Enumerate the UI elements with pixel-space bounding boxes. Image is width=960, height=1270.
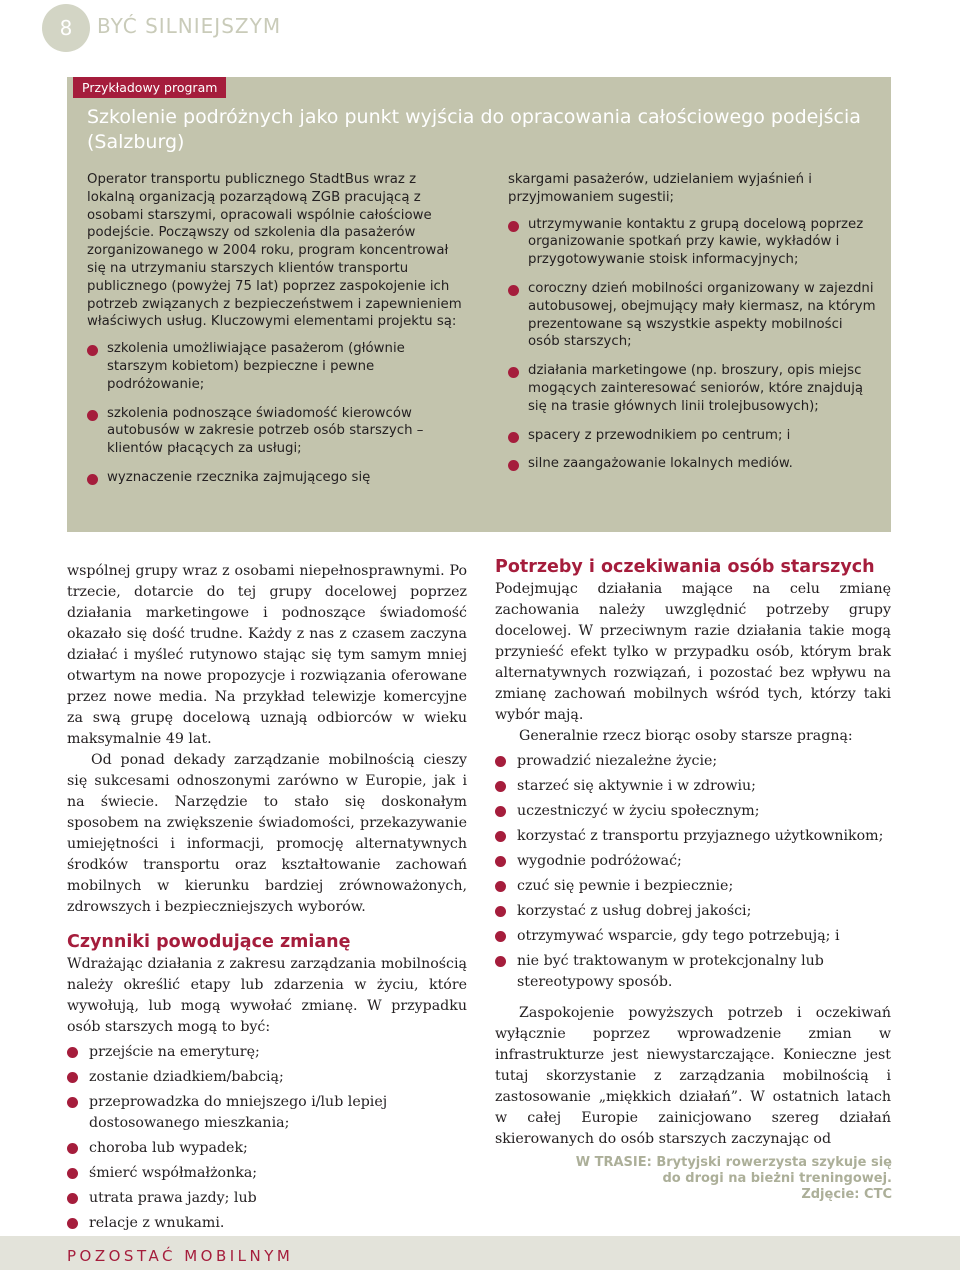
bullet-icon bbox=[508, 432, 519, 443]
bullet-icon bbox=[67, 1047, 78, 1058]
list-item: korzystać z transportu przyjaznego użytkownikom; bbox=[495, 826, 891, 847]
body-paragraph: wspólnej grupy wraz z osobami niepełnosprawnymi. Po trzecie, dotarcie do tej grupy docelowej poprzez działania marketingowe i podnoszące świadomość okazało się dość trudne. Każdy z nas z czasem zaczyna działać i myśleć rutynowo stając się tym samym mniej otwartym na nowe propozycje i rozwiązania oferowane przez nowe media. Na przykład telewizje komercyjne za swą grupę docelową uznają odbiorców w wieku maksymalnie 49 lat. bbox=[67, 563, 467, 747]
list-item: przejście na emeryturę; bbox=[67, 1042, 467, 1063]
caption-line: do drogi na bieżni treningowej. bbox=[662, 1171, 892, 1186]
section-heading: Czynniki powodujące zmianę bbox=[67, 932, 351, 952]
box-column-right bbox=[508, 171, 878, 484]
photo-caption bbox=[520, 1155, 892, 1203]
box-tag: Przykładowy program bbox=[73, 77, 226, 98]
list-item: otrzymywać wsparcie, gdy tego potrzebują; i bbox=[495, 926, 891, 947]
list-item: czuć się pewnie i bezpiecznie; bbox=[495, 876, 891, 897]
bullet-icon bbox=[67, 1143, 78, 1154]
body-paragraph: Zaspokojenie powyższych potrzeb i oczekiwań wyłącznie poprzez wprowadzenie zmian w infrastrukturze jest niewystarczające. Konieczne jest tutaj skorzystanie z zarządzania mobilnością i zastosowanie „miękkich działań”. W ostatnich latach w całej Europie zainicjowano szereg działań skierowanych do osób starszych zaczynając od bbox=[495, 1005, 891, 1147]
life-events-list bbox=[67, 1042, 467, 1234]
box-intro: Operator transportu publicznego StadtBus wraz z lokalną organizacją pozarządową ZGB pracującą z osobami starszymi, opracowali wspólnie całościowe podejście. Począwszy od szkolenia dla pasażerów zorganizowanego w 2004 roku, program koncentrował się na utrzymaniu starszych klientów transportu publicznego (powyżej 75 lat) poprzez zaspokojenie ich potrzeb związanych z bezpieczeństwem i zapewnieniem właściwych usług. Kluczowymi elementami projektu są: bbox=[87, 172, 462, 330]
bullet-icon bbox=[495, 756, 506, 767]
bullet-icon bbox=[67, 1218, 78, 1229]
body-paragraph: Generalnie rzecz biorąc osoby starsze pragną: bbox=[519, 728, 853, 744]
list-item: utrata prawa jazdy; lub bbox=[67, 1188, 467, 1209]
section-heading: Potrzeby i oczekiwania osób starszych bbox=[495, 557, 875, 577]
list-item: uczestniczyć w życiu społecznym; bbox=[495, 801, 891, 822]
list-item: wygodnie podróżować; bbox=[495, 851, 891, 872]
list-item: działania marketingowe (np. broszury, opis miejsc mogących zainteresować seniorów, które znajdują się na trasie głównych linii trolejbusowych); bbox=[508, 362, 878, 415]
list-item: silne zaangażowanie lokalnych mediów. bbox=[508, 455, 878, 473]
bullet-icon bbox=[67, 1168, 78, 1179]
list-item: zostanie dziadkiem/babcią; bbox=[67, 1067, 467, 1088]
bullet-icon bbox=[495, 806, 506, 817]
list-item: śmierć współmałżonka; bbox=[67, 1163, 467, 1184]
bullet-icon bbox=[508, 285, 519, 296]
bullet-icon bbox=[495, 831, 506, 842]
body-column-left bbox=[67, 561, 467, 1238]
bullet-icon bbox=[495, 856, 506, 867]
list-item: szkolenia podnoszące świadomość kierowców autobusów w zakresie potrzeb osób starszych – klientów płacących za usługi; bbox=[87, 405, 467, 458]
list-item: przeprowadzka do mniejszego i/lub lepiej dostosowanego mieszkania; bbox=[67, 1092, 467, 1134]
bullet-icon bbox=[87, 474, 98, 485]
list-item: coroczny dzień mobilności organizowany w zajezdni autobusowej, obejmujący mały kiermasz, na którym prezentowane są wszystkie aspekty mobilności osób starszych; bbox=[508, 280, 878, 351]
list-item: choroba lub wypadek; bbox=[67, 1138, 467, 1159]
bullet-icon bbox=[495, 931, 506, 942]
bullet-icon bbox=[87, 345, 98, 356]
needs-list bbox=[495, 751, 891, 993]
list-item: relacje z wnukami. bbox=[67, 1213, 467, 1234]
example-program-box bbox=[67, 77, 891, 532]
bullet-icon bbox=[495, 781, 506, 792]
list-item: korzystać z usług dobrej jakości; bbox=[495, 901, 891, 922]
bullet-icon bbox=[508, 367, 519, 378]
box-continued-text: skargami pasażerów, udzielaniem wyjaśnień i przyjmowaniem sugestii; bbox=[508, 172, 812, 205]
footer-label: POZOSTAĆ MOBILNYM bbox=[67, 1247, 294, 1265]
bullet-icon bbox=[67, 1072, 78, 1083]
bullet-icon bbox=[87, 410, 98, 421]
list-item: spacery z przewodnikiem po centrum; i bbox=[508, 427, 878, 445]
list-item: nie być traktowanym w protekcjonalny lub stereotypowy sposób. bbox=[495, 951, 891, 993]
bullet-icon bbox=[495, 881, 506, 892]
caption-credit: Zdjęcie: CTC bbox=[801, 1187, 892, 1202]
box-title: Szkolenie podróżnych jako punkt wyjścia do opracowania całościowego podejścia (Salzburg) bbox=[87, 106, 861, 153]
page-number-badge bbox=[42, 4, 90, 52]
caption-line: W TRASIE: Brytyjski rowerzysta szykuje się bbox=[575, 1155, 892, 1170]
body-paragraph: Podejmując działania mające na celu zmianę zachowania należy uwzględnić potrzeby grupy docelowej. W przeciwnym razie działania takie mogą przynieść efekt tylko w przypadku osób, którym brak alternatywnych rozwiązań, i pozostać bez wpływu na zmianę zachowań mobilnych wśród tych, którzy taki wybór mają. bbox=[495, 581, 891, 723]
list-item: prowadzić niezależne życie; bbox=[495, 751, 891, 772]
body-paragraph: Wdrażając działania z zakresu zarządzania mobilnością należy określić etapy lub zdarzenia w życiu, które wywołują, lub mogą wywołać zmianę. W przypadku osób starszych mogą to być: bbox=[67, 956, 467, 1035]
body-column-right bbox=[495, 555, 891, 1150]
bullet-icon bbox=[495, 956, 506, 967]
list-item: utrzymywanie kontaktu z grupą docelową poprzez organizowanie spotkań przy kawie, wykładów i przygotowywanie stoisk informacyjnych; bbox=[508, 216, 878, 269]
box-list-right bbox=[508, 216, 878, 474]
bullet-icon bbox=[67, 1097, 78, 1108]
list-item: wyznaczenie rzecznika zajmującego się bbox=[87, 469, 467, 487]
box-column-left bbox=[87, 171, 467, 498]
page-number: 8 bbox=[59, 16, 73, 40]
list-item: szkolenia umożliwiające pasażerom (głównie starszym kobietom) bezpieczne i pewne podróżowanie; bbox=[87, 340, 467, 393]
list-item: starzeć się aktywnie i w zdrowiu; bbox=[495, 776, 891, 797]
box-list-left bbox=[87, 340, 467, 487]
bullet-icon bbox=[508, 221, 519, 232]
body-paragraph: Od ponad dekady zarządzanie mobilnością cieszy się sukcesami odnoszonymi zarówno w Europie, jak i na świecie. Narzędzie to stało się doskonałym sposobem na zwiększenie świadomości, przekazywanie umiejętności i informacji, promocję alternatywnych środków transportu oraz kształtowanie zachowań mobilnych w kierunku bardziej zrównoważonych, zdrowszych i bezpieczniejszych wyborów. bbox=[67, 752, 467, 915]
bullet-icon bbox=[508, 460, 519, 471]
bullet-icon bbox=[495, 906, 506, 917]
running-head: BYĆ SILNIEJSZYM bbox=[97, 14, 282, 38]
bullet-icon bbox=[67, 1193, 78, 1204]
